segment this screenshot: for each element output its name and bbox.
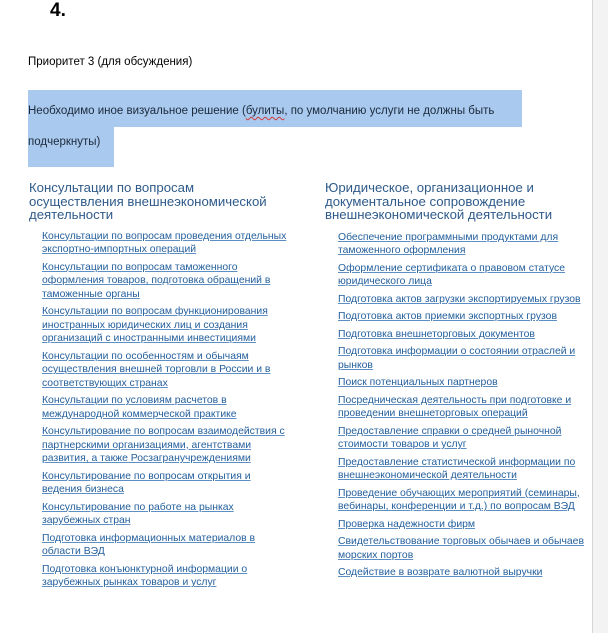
service-link[interactable]: Подготовка информационных материалов в области ВЭД	[42, 532, 256, 558]
service-list-item	[338, 518, 587, 532]
service-link[interactable]: Консультации по вопросам проведения отдельных экспортно-импортных операций	[42, 230, 287, 256]
left-column-title: Консультации по вопросам осуществления внешнеэкономической деятельности	[29, 180, 267, 223]
service-list-item	[338, 394, 587, 421]
right-column-title: Юридическое, организационное и документальное сопровождение внешнеэкономической деятельности	[325, 180, 553, 223]
page-edge	[592, 0, 608, 633]
left-service-list	[29, 230, 291, 590]
service-link[interactable]: Проведение обучающих мероприятий (семинары, вебинары, конференции и т.д.) по вопросам ВЭД	[338, 487, 580, 513]
section-number: 4.	[50, 0, 66, 21]
service-list-item	[338, 293, 587, 307]
service-list-item	[42, 394, 291, 421]
service-list-item	[338, 328, 587, 342]
service-list-item	[338, 487, 587, 514]
service-list-item	[338, 310, 587, 324]
service-link[interactable]: Подготовка информации о состоянии отраслей и рынков	[338, 346, 576, 371]
left-service-column	[29, 181, 291, 594]
service-list-item	[338, 262, 587, 289]
service-link[interactable]: Консультирование по вопросам взаимодействия с партнерскими организациями, агентствами развития, а также Росзагранучреждениями	[42, 426, 285, 465]
service-list-item	[42, 563, 291, 590]
service-list-item	[338, 425, 587, 452]
priority-label: Приоритет 3 (для обсуждения)	[28, 56, 193, 68]
service-link[interactable]: Свидетельствование торговых обычаев и обычаев морских портов	[338, 536, 584, 561]
right-service-column	[325, 181, 587, 584]
right-service-list	[325, 231, 587, 580]
service-link[interactable]: Консультации по особенностям и обычаям осуществления внешней торговли в России и в соответствующих странах	[42, 350, 271, 389]
service-list-item	[42, 350, 291, 391]
service-list-item	[338, 345, 587, 372]
service-link[interactable]: Поиск потенциальных партнеров	[338, 377, 498, 389]
service-list-item	[338, 456, 587, 483]
service-link[interactable]: Предоставление статистической информации по внешнеэкономической деятельности	[338, 456, 576, 482]
service-link[interactable]: Оформление сертификата о правовом статусе юридического лица	[338, 262, 566, 288]
service-link[interactable]: Предоставление справки о средней рыночной стоимости товаров и услуг	[338, 425, 562, 451]
service-list-item	[338, 376, 587, 390]
service-list-item	[42, 230, 291, 257]
service-link[interactable]: Подготовка внешнеторговых документов	[338, 328, 535, 340]
service-list-item	[42, 425, 291, 466]
service-link[interactable]: Консультации по условиям расчетов в международной коммерческой практике	[42, 395, 237, 420]
note-text-start: Необходимо иное визуальное решение (	[28, 105, 246, 117]
service-list-item	[42, 501, 291, 528]
service-link[interactable]: Проверка надежности фирм	[338, 518, 476, 530]
service-list-item	[42, 261, 291, 302]
service-list-item	[42, 532, 291, 559]
service-list-item	[42, 470, 291, 497]
service-link[interactable]: Подготовка актов приемки экспортных грузов	[338, 311, 557, 323]
service-link[interactable]: Подготовка актов загрузки экспортируемых грузов	[338, 293, 581, 305]
service-link[interactable]: Обеспечение программными продуктами для таможенного оформления	[338, 231, 559, 257]
service-link[interactable]: Консультации по вопросам таможенного оформления товаров, подготовка обращений в таможенные органы	[42, 261, 271, 300]
note-text-end: , по умолчанию услуги не должны быть подчеркнуты)	[28, 105, 495, 148]
service-link[interactable]: Консультирование по работе на рынках зарубежных стран	[42, 501, 234, 527]
service-link[interactable]: Содействие в возврате валютной выручки	[338, 567, 543, 579]
spellcheck-marked-word[interactable]: булиты	[245, 105, 285, 117]
service-link[interactable]: Подготовка конъюнктурной информации о зарубежных рынках товаров и услуг	[42, 563, 248, 589]
service-link[interactable]: Консультации по вопросам функционирования иностранных юридических лиц и создания организаций с иностранными инвестициями	[42, 306, 268, 345]
service-link[interactable]: Посредническая деятельность при подготовке и проведении внешнеторговых операций	[338, 394, 572, 420]
note-text[interactable]	[28, 96, 522, 158]
service-list-item	[42, 305, 291, 346]
service-list-item	[338, 535, 587, 562]
service-list-item	[338, 231, 587, 258]
service-list-item	[338, 566, 587, 580]
service-link[interactable]: Консультирование по вопросам открытия и ведения бизнеса	[42, 470, 251, 496]
